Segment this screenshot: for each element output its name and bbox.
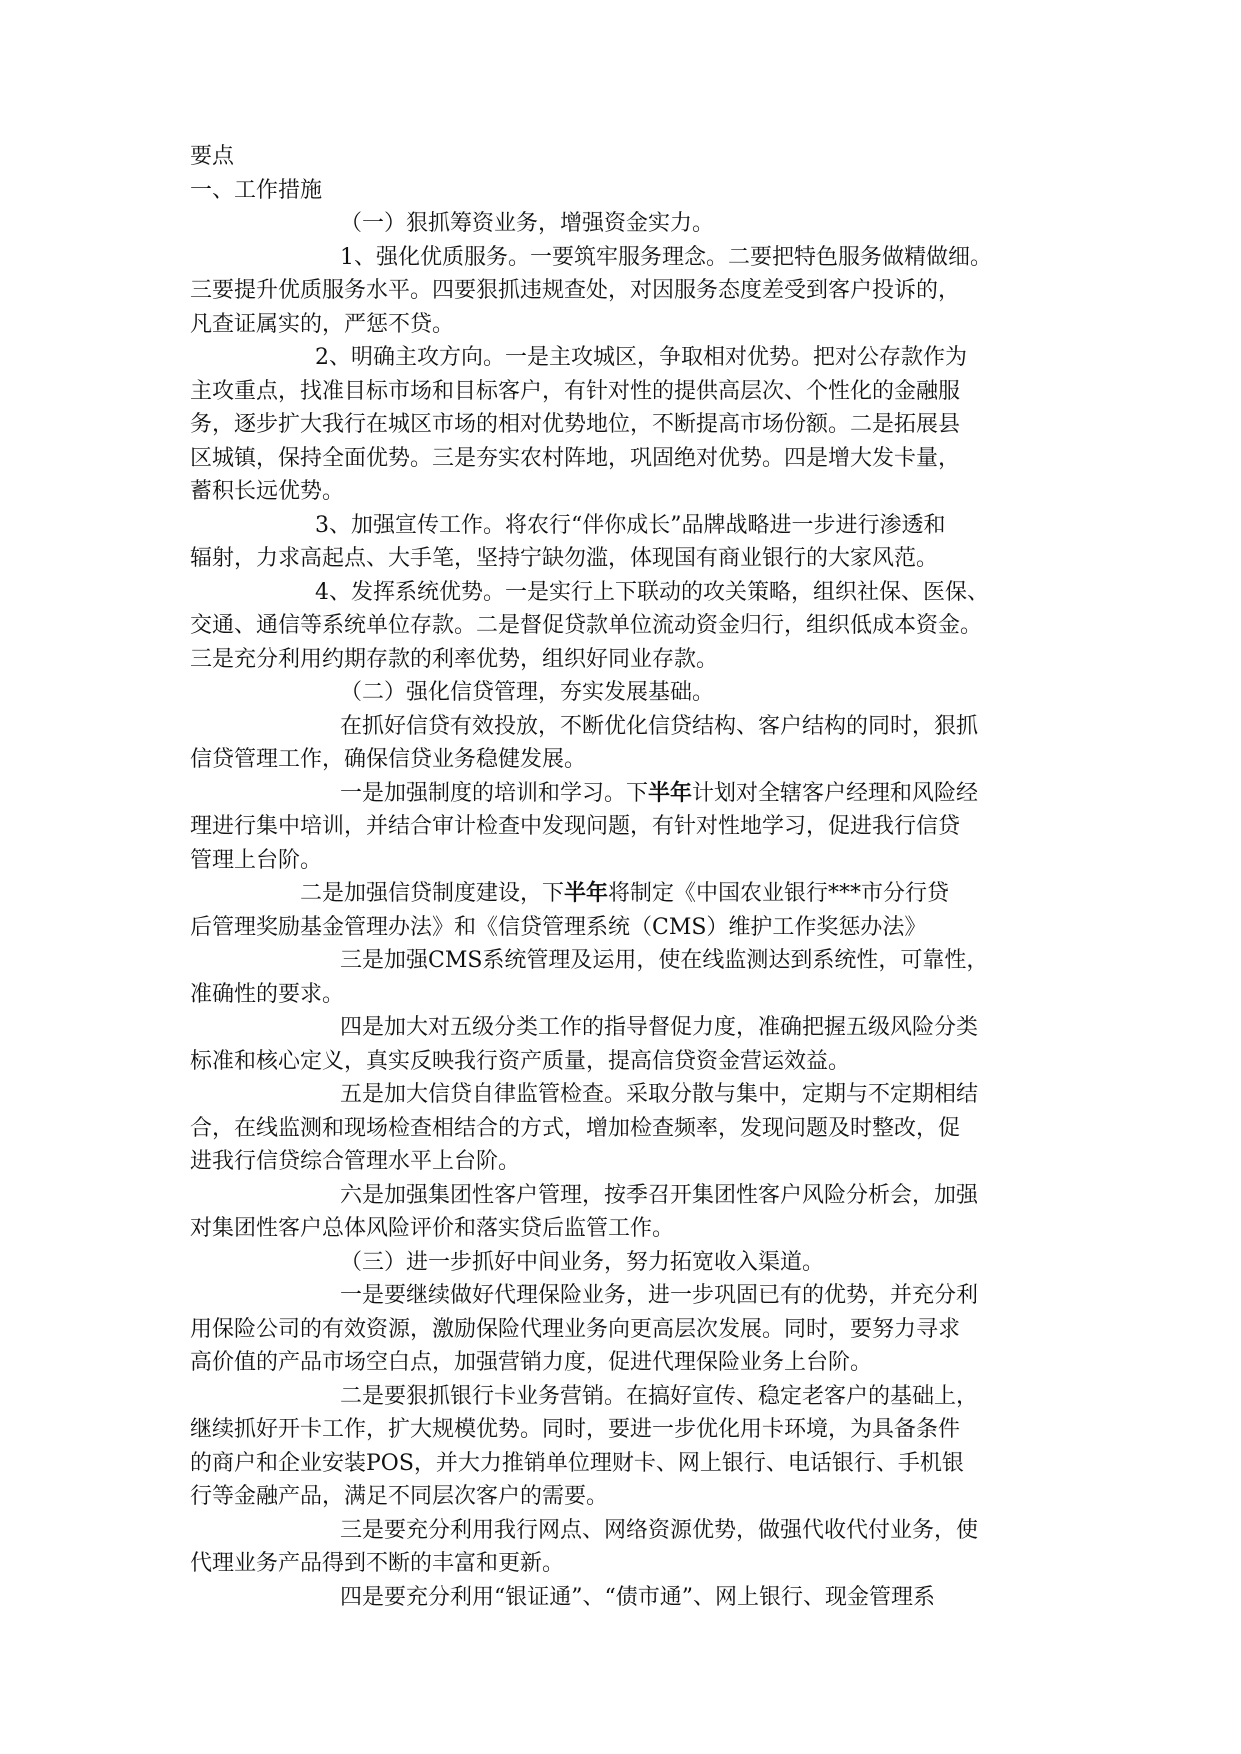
- paragraph-line: 4、发挥系统优势。一是实行上下联动的攻关策略，组织社保、医保、: [315, 579, 989, 605]
- paragraph: [190, 1246, 1070, 1280]
- document-title: 要点: [190, 144, 235, 169]
- paragraph-line: 六是加强集团性客户管理，按季召开集团性客户风险分析会，加强: [340, 1182, 979, 1208]
- paragraph-line: 五是加大信贷自律监管检查。采取分散与集中，定期与不定期相结: [340, 1082, 979, 1107]
- paragraph: [190, 509, 1070, 576]
- paragraph-line: 信贷管理工作，确保信贷业务稳健发展。: [190, 747, 587, 772]
- paragraph: [190, 1279, 1070, 1380]
- paragraph-line: 辐射，力求高起点、大手笔，坚持宁缺勿滥，体现国有商业银行的大家风范。: [190, 546, 939, 571]
- paragraph-line: 1、强化优质服务。一要筑牢服务理念。二要把特色服务做精做细。: [340, 244, 992, 270]
- paragraph: [190, 576, 1070, 677]
- paragraph-line: （二）强化信贷管理，夯实发展基础。: [340, 680, 715, 705]
- paragraph: [190, 877, 1070, 944]
- paragraph-line: 后管理奖励基金管理办法》和《信贷管理系统（CMS）维护工作奖惩办法》: [190, 914, 927, 940]
- paragraph: [190, 241, 1070, 342]
- paragraph-line: 凡查证属实的，严惩不贷。: [190, 311, 455, 337]
- paragraph-line: 合，在线监测和现场检查相结合的方式，增加检查频率，发现问题及时整改，促: [190, 1115, 961, 1141]
- paragraph-line: 理进行集中培训，并结合审计检查中发现问题，有针对性地学习，促进我行信贷: [190, 814, 961, 839]
- paragraph-line: 高价值的产品市场空白点，加强营销力度，促进代理保险业务上台阶。: [190, 1350, 873, 1375]
- paragraph-line: 务，逐步扩大我行在城区市场的相对优势地位，不断提高市场份额。二是拓展县: [190, 412, 961, 437]
- paragraph: [190, 676, 1070, 710]
- section-heading: 一、工作措施: [190, 177, 323, 203]
- paragraph-line: 一是要继续做好代理保险业务，进一步巩固已有的优势，并充分利: [340, 1283, 979, 1308]
- paragraph-line: 进我行信贷综合管理水平上台阶。: [190, 1149, 521, 1174]
- paragraph-line: 用保险公司的有效资源，激励保险代理业务向更高层次发展。同时，要努力寻求: [190, 1316, 961, 1342]
- paragraph: [190, 1514, 1070, 1581]
- paragraph-line: 三要提升优质服务水平。四要狠抓违规查处，对因服务态度差受到客户投诉的，: [190, 278, 961, 303]
- paragraph-line: （一）狠抓筹资业务，增强资金实力。: [340, 211, 715, 236]
- paragraph-line: 对集团性客户总体风险评价和落实贷后监管工作。: [190, 1216, 675, 1241]
- paragraph-line: 三是充分利用约期存款的利率优势，组织好同业存款。: [190, 646, 719, 672]
- paragraph-line: 二是要狠抓银行卡业务营销。在搞好宣传、稳定老客户的基础上，: [340, 1383, 979, 1409]
- paragraph: [190, 944, 1070, 1011]
- paragraph: [190, 1581, 1070, 1615]
- document-page: [190, 140, 1070, 1614]
- paragraph: [190, 1078, 1070, 1179]
- paragraph-line: 继续抓好开卡工作，扩大规模优势。同时，要进一步优化用卡环境，为具备条件: [190, 1417, 961, 1442]
- paragraph-line: 标准和核心定义，真实反映我行资产质量，提高信贷资金营运效益。: [190, 1048, 851, 1074]
- paragraph: [190, 341, 1070, 509]
- paragraph-line: 主攻重点，找准目标市场和目标客户，有针对性的提供高层次、个性化的金融服: [190, 378, 961, 404]
- document-body: [190, 207, 1070, 1614]
- paragraph-line: 蓄积长远优势。: [190, 479, 345, 504]
- paragraph: [190, 1179, 1070, 1246]
- paragraph: [190, 207, 1070, 241]
- paragraph-line: 代理业务产品得到不断的丰富和更新。: [190, 1551, 565, 1576]
- paragraph-line: 四是要充分利用“银证通”、“债市通”、网上银行、现金管理系: [340, 1584, 935, 1610]
- paragraph-line: 四是加大对五级分类工作的指导督促力度，准确把握五级风险分类: [340, 1015, 979, 1040]
- paragraph-line: 一是加强制度的培训和学习。下半年计划对全辖客户经理和风险经: [340, 779, 979, 806]
- paragraph: [190, 1380, 1070, 1514]
- paragraph-line: 区城镇，保持全面优势。三是夯实农村阵地，巩固绝对优势。四是增大发卡量，: [190, 445, 961, 471]
- paragraph-line: （三）进一步抓好中间业务，努力拓宽收入渠道。: [340, 1249, 825, 1275]
- paragraph-line: 2、明确主攻方向。一是主攻城区，争取相对优势。把对公存款作为: [315, 345, 967, 370]
- paragraph-line: 3、加强宣传工作。将农行“伴你成长”品牌战略进一步进行渗透和: [315, 512, 946, 538]
- paragraph-line: 行等金融产品，满足不同层次客户的需要。: [190, 1484, 609, 1509]
- paragraph-line: 准确性的要求。: [190, 981, 345, 1007]
- paragraph-line: 的商户和企业安装POS，并大力推销单位理财卡、网上银行、电话银行、手机银: [190, 1450, 964, 1476]
- paragraph-line: 三是要充分利用我行网点、网络资源优势，做强代收代付业务，使: [340, 1517, 979, 1543]
- paragraph-line: 二是加强信贷制度建设，下半年将制定《中国农业银行***市分行贷: [300, 880, 950, 906]
- paragraph: [190, 1011, 1070, 1078]
- paragraph-line: 交通、通信等系统单位存款。二是督促贷款单位流动资金归行，组织低成本资金。: [190, 613, 983, 638]
- paragraph-line: 管理上台阶。: [190, 847, 323, 873]
- paragraph: [190, 777, 1070, 878]
- paragraph-line: 在抓好信贷有效投放，不断优化信贷结构、客户结构的同时，狠抓: [340, 713, 979, 739]
- paragraph: [190, 710, 1070, 777]
- paragraph-line: 三是加强CMS系统管理及运用，使在线监测达到系统性，可靠性，: [340, 948, 989, 973]
